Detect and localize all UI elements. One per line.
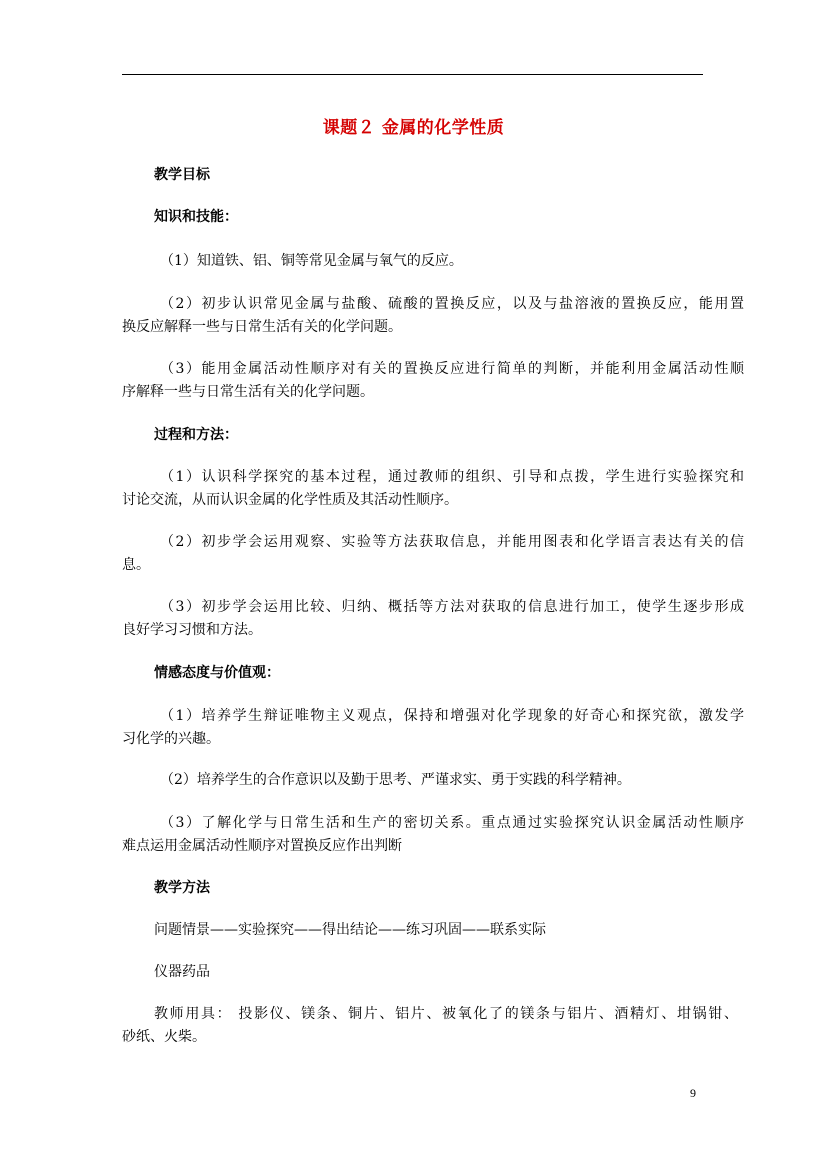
section-heading-materials: 仪器药品	[154, 964, 210, 980]
paragraph-line: （1）知道铁、铝、铜等常见金属与氧气的反应。	[160, 253, 463, 269]
paragraph-line: 良好学习习惯和方法。	[122, 622, 262, 638]
page-title: 课题２ 金属的化学性质	[322, 118, 505, 138]
section-heading-process: 过程和方法：	[154, 427, 238, 443]
paragraph-line: （1）认识科学探究的基本过程，通过教师的组织、引导和点拨，学生进行实验探究和	[160, 469, 744, 485]
paragraph-line: （2）培养学生的合作意识以及勤于思考、严谨求实、勇于实践的科学精神。	[160, 772, 631, 788]
paragraph-line: （3）能用金属活动性顺序对有关的置换反应进行简单的判断，并能利用金属活动性顺	[160, 361, 744, 377]
paragraph-line: 讨论交流，从而认识金属的化学性质及其活动性顺序。	[122, 492, 458, 508]
paragraph-line: 教师用具： 投影仪、镁条、铜片、铝片、被氧化了的镁条与铝片、酒精灯、坩锅钳、	[154, 1006, 738, 1022]
paragraph-line: 砂纸、火柴。	[122, 1029, 206, 1045]
page-number: 9	[690, 1086, 696, 1100]
section-heading-methods: 教学方法	[154, 880, 210, 896]
paragraph-line: （2）初步认识常见金属与盐酸、硫酸的置换反应，以及与盐溶液的置换反应，能用置	[160, 296, 744, 312]
paragraph-line: 问题情景——实验探究——得出结论——练习巩固——联系实际	[154, 922, 546, 938]
section-heading-teaching-goals: 教学目标	[154, 167, 210, 183]
paragraph-line: 序解释一些与日常生活有关的化学问题。	[122, 384, 374, 400]
paragraph-line: 难点运用金属活动性顺序对置换反应作出判断	[122, 838, 402, 854]
paragraph-line: （1）培养学生辩证唯物主义观点，保持和增强对化学现象的好奇心和探究欲，激发学	[160, 708, 744, 724]
paragraph-line: （3）了解化学与日常生活和生产的密切关系。重点通过实验探究认识金属活动性顺序	[160, 815, 744, 831]
paragraph-line: （2）初步学会运用观察、实验等方法获取信息，并能用图表和化学语言表达有关的信	[160, 534, 744, 550]
paragraph-line: 习化学的兴趣。	[122, 731, 220, 747]
section-heading-attitude: 情感态度与价值观：	[154, 665, 280, 681]
paragraph-line: 换反应解释一些与日常生活有关的化学问题。	[122, 319, 402, 335]
paragraph-line: 息。	[122, 557, 150, 573]
paragraph-line: （3）初步学会运用比较、归纳、概括等方法对获取的信息进行加工，使学生逐步形成	[160, 599, 744, 615]
section-heading-knowledge: 知识和技能：	[154, 209, 238, 225]
header-rule	[122, 74, 703, 75]
